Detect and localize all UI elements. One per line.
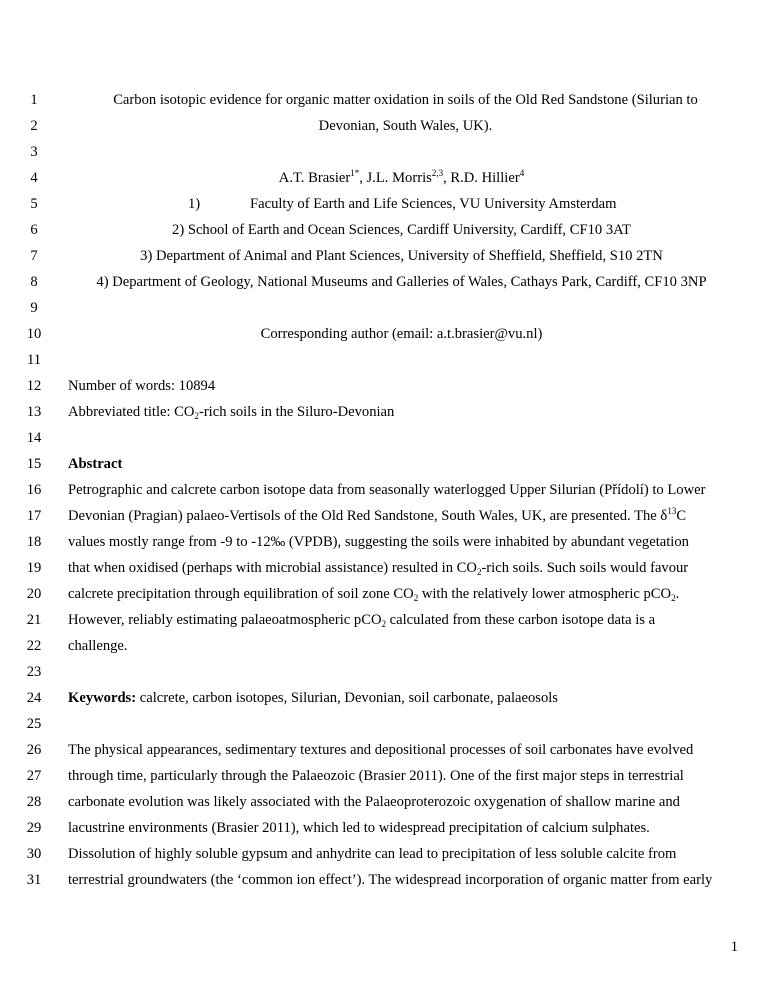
keywords <box>68 685 743 711</box>
line-number: 6 <box>30 222 38 238</box>
line-number: 14 <box>26 430 42 446</box>
abstract-text-segment: . <box>675 586 680 602</box>
manuscript-line <box>0 425 773 451</box>
abstract-text-segment: C <box>676 508 687 524</box>
affiliation-text: Faculty of Earth and Life Sciences, VU University Amsterdam <box>250 196 617 212</box>
affiliation-3: 3) Department of Animal and Plant Sciences, University of Sheffield, Sheffield, S10 2TN <box>140 248 663 264</box>
abstract-text-segment: calculated from these carbon isotope data is a <box>386 612 656 628</box>
line-number: 30 <box>26 846 42 862</box>
manuscript-line <box>0 295 773 321</box>
manuscript-line <box>0 165 773 191</box>
line-number: 21 <box>26 612 42 628</box>
manuscript-line <box>0 321 773 347</box>
line-number: 20 <box>26 586 42 602</box>
page-number: 1 <box>730 939 738 955</box>
line-number: 31 <box>26 872 42 888</box>
abstract-text-segment: Devonian (Pragian) palaeo-Vertisols of the Old Red Sandstone, South Wales, UK, are presented. The δ <box>68 508 668 524</box>
keywords-label: Keywords: <box>68 690 137 706</box>
manuscript-line <box>0 529 773 555</box>
abstract-text-segment: calcrete precipitation through equilibration of soil zone CO <box>68 586 414 602</box>
line-number: 2 <box>30 118 38 134</box>
author-affiliation-marker: 1* <box>350 168 360 178</box>
keywords-text: calcrete, carbon isotopes, Silurian, Devonian, soil carbonate, palaeosols <box>136 690 558 706</box>
manuscript-line <box>0 581 773 607</box>
author-affiliation-marker: 2,3 <box>431 168 444 178</box>
author-list <box>60 165 743 191</box>
line-number: 9 <box>30 300 38 316</box>
body-text: lacustrine environments (Brasier 2011), which led to widespread precipitation of calcium sulphates. <box>68 820 650 836</box>
line-number: 1 <box>30 92 38 108</box>
line-number: 28 <box>26 794 42 810</box>
line-number: 24 <box>26 690 42 706</box>
line-number: 11 <box>26 352 42 368</box>
word-count: Number of words: 10894 <box>68 378 216 394</box>
manuscript-line <box>0 737 773 763</box>
manuscript-line <box>0 841 773 867</box>
author-affiliation-marker: 4 <box>519 168 525 178</box>
author-name: A.T. Brasier <box>278 170 351 186</box>
line-number: 13 <box>26 404 42 420</box>
line-number: 23 <box>26 664 42 680</box>
affiliation-1 <box>188 191 743 217</box>
corresponding-author: Corresponding author (email: a.t.brasier@vu.nl) <box>260 326 543 342</box>
body-text: Dissolution of highly soluble gypsum and anhydrite can lead to precipitation of less soluble calcite from <box>68 846 677 862</box>
abstract-text <box>68 503 743 529</box>
manuscript-line <box>0 659 773 685</box>
manuscript-line <box>0 139 773 165</box>
body-text: carbonate evolution was likely associated with the Palaeoproterozoic oxygenation of shallow marine and <box>68 794 680 810</box>
abbreviated-title <box>68 399 743 425</box>
manuscript-line <box>0 711 773 737</box>
subscript: 2 <box>476 567 482 577</box>
manuscript-line <box>0 87 773 113</box>
line-number: 10 <box>26 326 42 342</box>
abstract-text-segment: -rich soils. Such soils would favour <box>481 560 689 576</box>
abstract-text-segment: with the relatively lower atmospheric pCO <box>418 586 672 602</box>
line-number: 4 <box>30 170 38 186</box>
abstract-text <box>68 607 743 633</box>
author-name: , R.D. Hillier <box>443 170 520 186</box>
manuscript-line <box>0 451 773 477</box>
author-name: , J.L. Morris <box>359 170 432 186</box>
affiliation-2: 2) School of Earth and Ocean Sciences, Cardiff University, Cardiff, CF10 3AT <box>172 222 631 238</box>
line-number: 25 <box>26 716 42 732</box>
subscript: 2 <box>194 411 199 421</box>
manuscript-line <box>0 867 773 893</box>
manuscript-line <box>0 789 773 815</box>
manuscript-line <box>0 373 773 399</box>
abbreviated-title-text: Abbreviated title: CO <box>68 404 195 420</box>
abstract-text <box>68 555 743 581</box>
line-number: 18 <box>26 534 42 550</box>
superscript: 13 <box>667 506 677 516</box>
manuscript-line <box>0 503 773 529</box>
manuscript-line <box>0 113 773 139</box>
manuscript-line <box>0 243 773 269</box>
manuscript-line <box>0 269 773 295</box>
subscript: 2 <box>381 619 386 629</box>
abstract-text: values mostly range from -9 to -12‰ (VPDB), suggesting the soils were inhabited by abundant vegetation <box>68 534 689 550</box>
manuscript-line <box>0 555 773 581</box>
manuscript-line <box>0 633 773 659</box>
manuscript-line <box>0 815 773 841</box>
abbreviated-title-text: -rich soils in the Siluro-Devonian <box>198 404 395 420</box>
abstract-heading: Abstract <box>68 456 123 472</box>
abstract-text: challenge. <box>68 638 128 654</box>
title-line-1: Carbon isotopic evidence for organic matter oxidation in soils of the Old Red Sandstone (Silurian to <box>113 92 698 108</box>
manuscript-line <box>0 399 773 425</box>
manuscript-line <box>0 607 773 633</box>
manuscript-line <box>0 191 773 217</box>
affiliation-4: 4) Department of Geology, National Museums and Galleries of Wales, Cathays Park, Cardiff, CF10 3NP <box>96 274 707 290</box>
abstract-text: Petrographic and calcrete carbon isotope data from seasonally waterlogged Upper Silurian (Přídolí) to Lower <box>68 482 706 498</box>
body-text: terrestrial groundwaters (the ‘common ion effect’). The widespread incorporation of organic matter from early <box>68 872 713 888</box>
line-number: 7 <box>30 248 38 264</box>
line-number: 15 <box>26 456 42 472</box>
abstract-text-segment: However, reliably estimating palaeoatmospheric pCO <box>68 612 382 628</box>
manuscript-line <box>0 685 773 711</box>
title-line-2: Devonian, South Wales, UK). <box>318 118 493 134</box>
subscript: 2 <box>413 593 419 603</box>
manuscript-line <box>0 477 773 503</box>
manuscript-line <box>0 347 773 373</box>
abstract-text <box>68 581 743 607</box>
body-text: The physical appearances, sedimentary textures and depositional processes of soil carbonates have evolved <box>68 742 694 758</box>
subscript: 2 <box>671 593 676 603</box>
abstract-text-segment: that when oxidised (perhaps with microbial assistance) resulted in CO <box>68 560 477 576</box>
line-number: 17 <box>26 508 42 524</box>
manuscript-line <box>0 217 773 243</box>
line-number: 29 <box>26 820 42 836</box>
line-number: 5 <box>30 196 38 212</box>
line-number: 16 <box>26 482 42 498</box>
line-number: 26 <box>26 742 42 758</box>
manuscript-line <box>0 763 773 789</box>
line-number: 19 <box>26 560 42 576</box>
line-number: 22 <box>26 638 42 654</box>
line-number: 12 <box>26 378 42 394</box>
body-text: through time, particularly through the Palaeozoic (Brasier 2011). One of the first major steps in terrestrial <box>68 768 684 784</box>
line-number: 27 <box>26 768 42 784</box>
line-number: 3 <box>30 144 38 160</box>
affiliation-number: 1) <box>188 196 201 212</box>
line-number: 8 <box>30 274 38 290</box>
